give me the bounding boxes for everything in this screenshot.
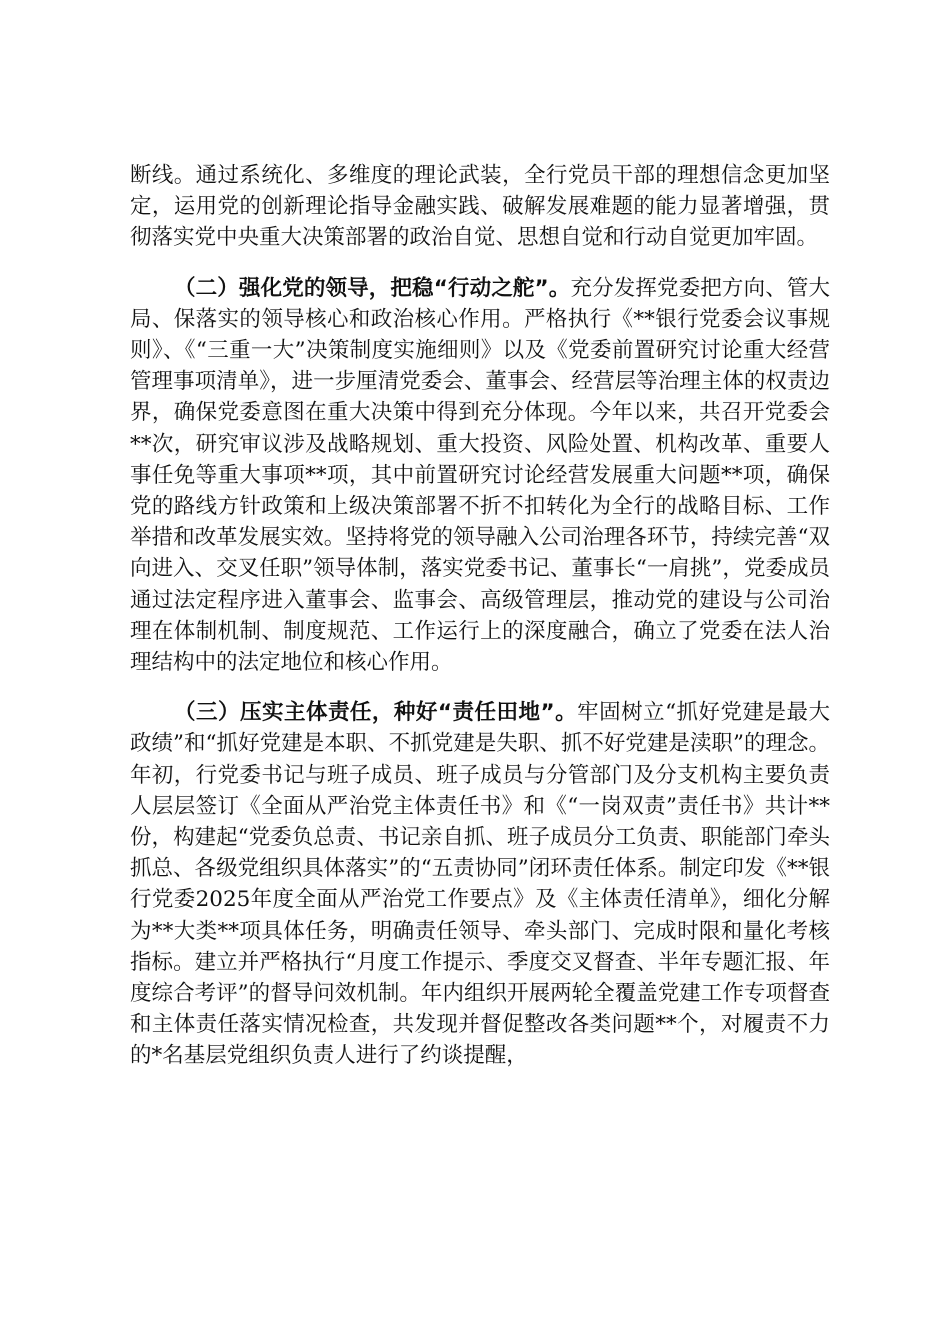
section-heading: （三）压实主体责任，种好“责任田地”。 bbox=[174, 700, 578, 726]
paragraph-section-3 bbox=[130, 697, 830, 1071]
paragraph-section-2 bbox=[130, 273, 830, 679]
paragraph-continuation bbox=[130, 160, 830, 254]
paragraph-text: 断线。通过系统化、多维度的理论武装，全行党员干部的理想信念更加坚定，运用党的创新理论指导金融实践、破解发展难题的能力显著增强，贯彻落实党中央重大决策部署的政治自觉、思想自觉和行动自觉更加牢固。 bbox=[130, 163, 830, 251]
paragraph-text: 牢固树立“抓好党建是最大政绩”和“抓好党建是本职、不抓党建是失职、抓不好党建是渎职”的理念。年初，行党委书记与班子成员、班子成员与分管部门及分支机构主要负责人层层签订《全面从严治党主体责任书》和《“一岗双责”责任书》共计**份，构建起“党委负总责、书记亲自抓、班子成员分工负责、职能部门牵头抓总、各级党组织具体落实”的“五责协同”闭环责任体系。制定印发《**银行党委2025年度全面从严治党工作要点》及《主体责任清单》，细化分解为**大类**项具体任务，明确责任领导、牵头部门、完成时限和量化考核指标。建立并严格执行“月度工作提示、季度交叉督查、半年专题汇报、年度综合考评”的督导问效机制。年内组织开展两轮全覆盖党建工作专项督查和主体责任落实情况检查，共发现并督促整改各类问题**个，对履责不力的*名基层党组织负责人进行了约谈提醒， bbox=[130, 700, 831, 1069]
section-heading: （二）强化党的领导，把稳“行动之舵”。 bbox=[174, 275, 571, 301]
document-page bbox=[130, 160, 830, 1091]
paragraph-text: 充分发挥党委把方向、管大局、保落实的领导核心和政治核心作用。严格执行《**银行党委会议事规则》、《“三重一大”决策制度实施细则》以及《党委前置研究讨论重大经营管理事项清单》，进一步厘清党委会、董事会、经营层等治理主体的权责边界，确保党委意图在重大决策中得到充分体现。今年以来，共召开党委会**次，研究审议涉及战略规划、重大投资、风险处置、机构改革、重要人事任免等重大事项**项，其中前置研究讨论经营发展重大问题**项，确保党的路线方针政策和上级决策部署不折不扣转化为全行的战略目标、工作举措和改革发展实效。坚持将党的领导融入公司治理各环节，持续完善“双向进入、交叉任职”领导体制，落实党委书记、董事长“一肩挑”，党委成员通过法定程序进入董事会、监事会、高级管理层，推动党的建设与公司治理在体制机制、制度规范、工作运行上的深度融合，确立了党委在法人治理结构中的法定地位和核心作用。 bbox=[130, 275, 830, 676]
